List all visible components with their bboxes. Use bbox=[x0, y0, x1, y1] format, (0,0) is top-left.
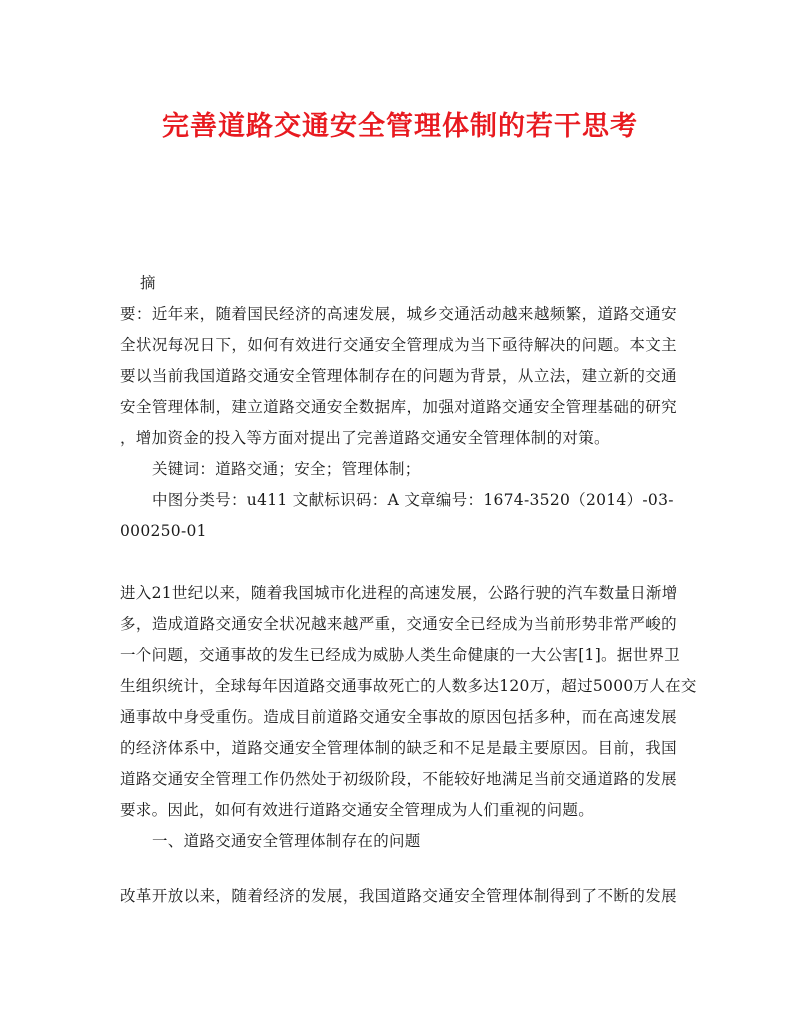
keywords: 关键词：道路交通；安全；管理体制； bbox=[152, 460, 421, 478]
intro-line: 的经济体系中，道路交通安全管理体制的缺乏和不足是最主要原因。目前，我国 bbox=[120, 739, 677, 757]
section-heading: 一、道路交通安全管理体制存在的问题 bbox=[152, 832, 421, 850]
intro-line: 一个问题，交通事故的发生已经成为威胁人类生命健康的一大公害[1]。据世界卫 bbox=[120, 646, 681, 664]
intro-line: 多，造成道路交通安全状况越来越严重，交通安全已经成为当前形势非常严峻的 bbox=[120, 615, 677, 633]
intro-line: 要求。因此，如何有效进行道路交通安全管理成为人们重视的问题。 bbox=[120, 801, 595, 819]
section-line: 改革开放以来，随着经济的发展，我国道路交通安全管理体制得到了不断的发展 bbox=[120, 887, 677, 905]
abstract-line: 全状况每况日下，如何有效进行交通安全管理成为当下亟待解决的问题。本文主 bbox=[120, 336, 677, 354]
intro-line: 进入21世纪以来，随着我国城市化进程的高速发展，公路行驶的汽车数量日渐增 bbox=[120, 584, 678, 602]
document-title: 完善道路交通安全管理体制的若干思考 bbox=[162, 111, 638, 142]
classification-line: 中图分类号：u411 文献标识码：A 文章编号：1674-3520（2014）-03- bbox=[152, 491, 674, 509]
intro-line: 道路交通安全管理工作仍然处于初级阶段，不能较好地满足当前交通道路的发展 bbox=[120, 770, 677, 788]
classification-line: 000250-01 bbox=[120, 522, 207, 540]
abstract-line: 要：近年来，随着国民经济的高速发展，城乡交通活动越来越频繁，道路交通安 bbox=[120, 305, 677, 323]
intro-line: 生组织统计，全球每年因道路交通事故死亡的人数多达120万，超过5000万人在交 bbox=[120, 677, 697, 695]
intro-line: 通事故中身受重伤。造成目前道路交通安全事故的原因包括多种，而在高速发展 bbox=[120, 708, 677, 726]
abstract-label: 摘 bbox=[140, 274, 156, 292]
abstract-line: 要以当前我国道路交通安全管理体制存在的问题为背景，从立法，建立新的交通 bbox=[120, 367, 677, 385]
abstract-line: 安全管理体制，建立道路交通安全数据库，加强对道路交通安全管理基础的研究 bbox=[120, 398, 677, 416]
abstract-line: ，增加资金的投入等方面对提出了完善道路交通安全管理体制的对策。 bbox=[120, 429, 610, 447]
